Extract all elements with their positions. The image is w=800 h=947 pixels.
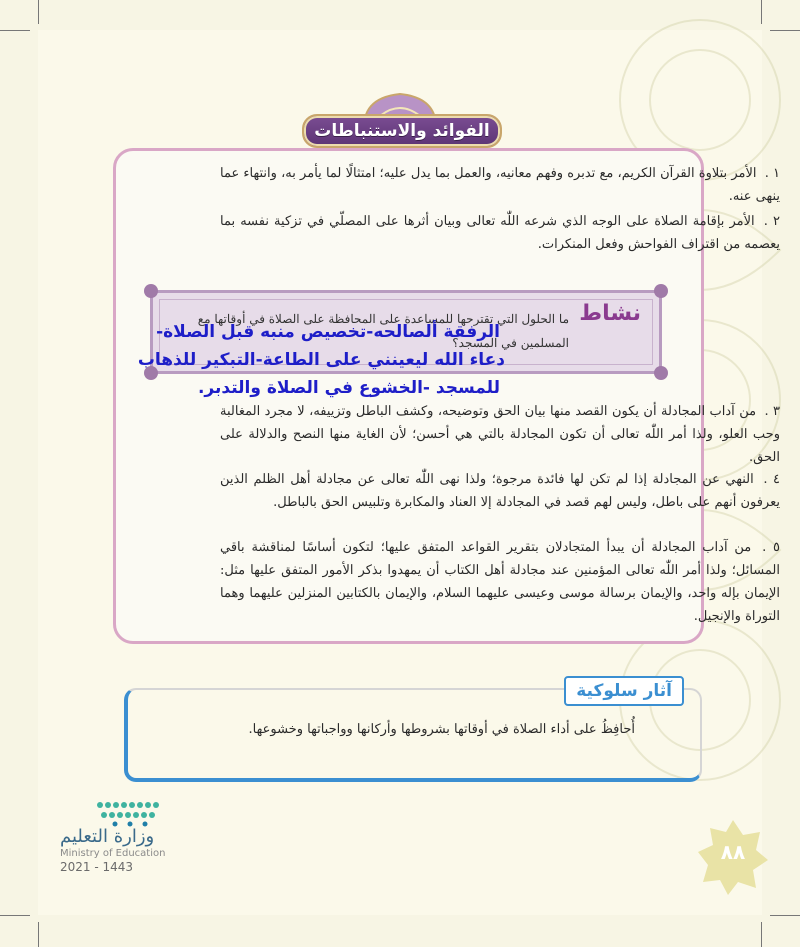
ministry-name-en: Ministry of Education xyxy=(60,848,166,859)
section-title: الفوائد والاستنباطات xyxy=(314,121,490,141)
item-number: ٥ . xyxy=(762,540,780,555)
benefit-item-5 xyxy=(220,536,780,628)
item-text: النهي عن المجادلة إذا لم تكن لها فائدة مرجوة؛ ولذا نهى اللّٰه تعالى عن مجادلة أهل الظلم الذين يعرفون أنهم على باطل، وليس لهم قصد في المجادلة إلا العناد والمكابرة وتلبيس الحق بالباطل. xyxy=(220,472,780,510)
ministry-logo xyxy=(50,792,200,882)
ministry-name-ar: وزارة التعليم xyxy=(60,826,155,847)
corner-ornament xyxy=(654,366,668,380)
benefit-item-4 xyxy=(220,468,780,514)
item-text: من آداب المجادلة أن يكون القصد منها بيان الحق وتوضيحه، وكشف الباطل وتزييفه، لا مجرد المغالبة وحب العلو، ولذا أمر اللّٰه تعالى أن تكون المجادلة بالتي هي أحسن؛ لأن الغاية منها النصح والدلالة على الحق. xyxy=(220,404,780,465)
crop-mark xyxy=(761,922,762,947)
item-number: ٢ . xyxy=(763,214,780,229)
benefit-item-3 xyxy=(220,400,780,469)
edition-year: 2021 - 1443 xyxy=(60,860,134,874)
activity-question: ما الحلول التي تقترحها للمساعدة على المحافظة على الصلاة في أوقاتها مع المسلمين في المسجد؟ xyxy=(197,312,569,350)
item-number: ٣ . xyxy=(764,404,780,419)
page-number: ٨٨ xyxy=(720,840,746,864)
banner-bar xyxy=(302,114,502,148)
crop-mark xyxy=(38,922,39,947)
logo-dots-icon xyxy=(95,797,165,827)
crop-mark xyxy=(0,915,30,916)
benefit-item-2 xyxy=(220,210,780,256)
item-text: الأمر بتلاوة القرآن الكريم، مع تدبره وفهم معانيه، والعمل بما يدل عليه؛ امتثالًا لما يأمر به، وانتهاء عما ينهى عنه. xyxy=(220,166,780,204)
handwritten-answer-line-3: للمسجد -الخشوع في الصلاة والتدبر. xyxy=(197,378,500,398)
item-number: ٤ . xyxy=(763,472,780,487)
item-text: من آداب المجادلة أن يبدأ المتجادلان بتقرير القواعد المتفق عليها؛ لتكون أساسًا لمناقشة باقي المسائل؛ ولذا أمر اللّٰه تعالى المؤمنين عند مجادلة أهل الكتاب أن يمهدوا بذكر الأمور المتفق عليها مثل: الإيمان بإله واحد، والإيمان برسالة موسى وعيسى عليهما السلام، والإيمان بالكتابين المنزلين عليهما وهما التوراة والإنجيل. xyxy=(220,540,780,624)
crop-mark xyxy=(761,0,762,24)
activity-label: نشاط xyxy=(579,301,641,326)
handwritten-answer-line-2: دعاء الله ليعينني على الطاعة-التبكير للذهاب xyxy=(137,350,505,370)
item-number: ١ . xyxy=(764,166,780,181)
behavior-title: آثار سلوكية xyxy=(564,676,684,706)
crop-mark xyxy=(0,30,30,31)
corner-ornament xyxy=(654,284,668,298)
crop-mark xyxy=(770,30,800,31)
item-text: الأمر بإقامة الصلاة على الوجه الذي شرعه اللّٰه تعالى وبيان أثرها على المصلّي في تزكية نفسه بما يعصمه من اقتراف الفواحش وفعل المنكرات. xyxy=(220,214,780,252)
behavior-text: أُحافِظُ على أداء الصلاة في أوقاتها بشروطها وأركانها وواجباتها وخشوعها. xyxy=(248,722,635,737)
corner-ornament xyxy=(144,284,158,298)
crop-mark xyxy=(770,915,800,916)
benefit-item-1 xyxy=(220,162,780,208)
section-banner xyxy=(302,92,498,148)
handwritten-answer-line-1: الرفقة ألصالحه-تخصيص منبه قبل الصلاة- xyxy=(156,322,500,342)
crop-mark xyxy=(38,0,39,24)
